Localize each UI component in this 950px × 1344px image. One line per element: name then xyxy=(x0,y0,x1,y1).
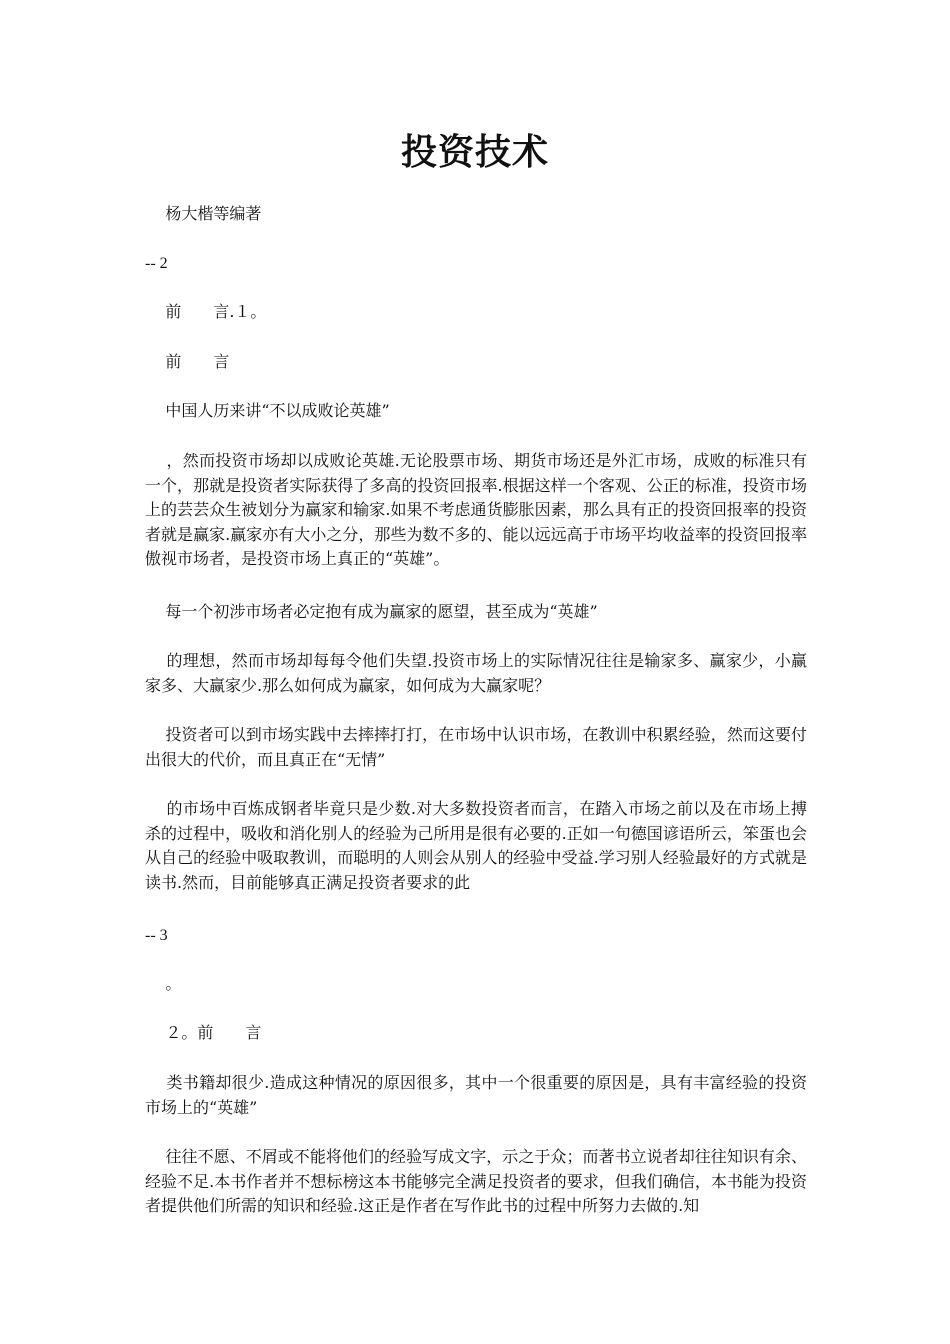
paragraph: 的理想，然而市场却每每令他们失望.投资市场上的实际情况往往是输家多、赢家少，小赢家多、大赢家少.那么如何成为赢家，如何成为大赢家呢？ xyxy=(145,651,807,695)
page-marker: -- 2 xyxy=(145,255,168,272)
page-marker: -- 3 xyxy=(145,927,168,944)
author-line: 杨大楷等编著 xyxy=(145,204,262,223)
document-title: 投资技术 xyxy=(400,132,549,173)
paragraph: ，然而投资市场却以成败论英雄.无论股票市场、期货市场还是外汇市场，成败的标准只有一个，那就是投资者实际获得了多高的投资回报率.根据这样一个客观、公正的标准，投资市场上的芸芸众生被划分为赢家和输家.如果不考虑通货膨胀因素，那么具有正的投资回报率的投资者就是赢家.赢家亦有大小之分，那些为数不多的、能以远远高于市场平均收益率的投资回报率傲视市场者，是投资市场上真正的“英雄”。 xyxy=(145,451,807,568)
paragraph: 。 xyxy=(145,974,182,993)
section-heading: 前 言 xyxy=(145,352,230,371)
paragraph: 往往不愿、不屑或不能将他们的经验写成文字，示之于众；而著书立说者却往往知识有余、经验不足.本书作者并不想标榜这本书能够完全满足投资者的要求，但我们确信，本书能为投资者提供他们所需的知识和经验.这正是作者在写作此书的过程中所努力去做的.知 xyxy=(145,1147,807,1215)
paragraph: 的市场中百炼成钢者毕竟只是少数.对大多数投资者而言，在踏入市场之前以及在市场上搏杀的过程中，吸收和消化别人的经验为己所用是很有必要的.正如一句德国谚语所云，笨蛋也会从自己的经验中吸取教训，而聪明的人则会从别人的经验中受益.学习别人经验最好的方式就是读书.然而，目前能够真正满足投资者要求的此 xyxy=(145,799,807,892)
paragraph: 投资者可以到市场实践中去摔摔打打，在市场中认识市场，在教训中积累经验，然而这要付出很大的代价，而且真正在“无情” xyxy=(145,725,807,769)
running-header: ２。前 言 xyxy=(145,1023,262,1042)
running-header: 前 言.１。 xyxy=(145,302,267,321)
paragraph: 类书籍却很少.造成这种情况的原因很多，其中一个很重要的原因是，具有丰富经验的投资市场上的“英雄” xyxy=(145,1073,807,1117)
paragraph: 每一个初涉市场者必定抱有成为赢家的愿望，甚至成为“英雄” xyxy=(145,602,598,621)
paragraph: 中国人历来讲“不以成败论英雄” xyxy=(145,401,390,420)
